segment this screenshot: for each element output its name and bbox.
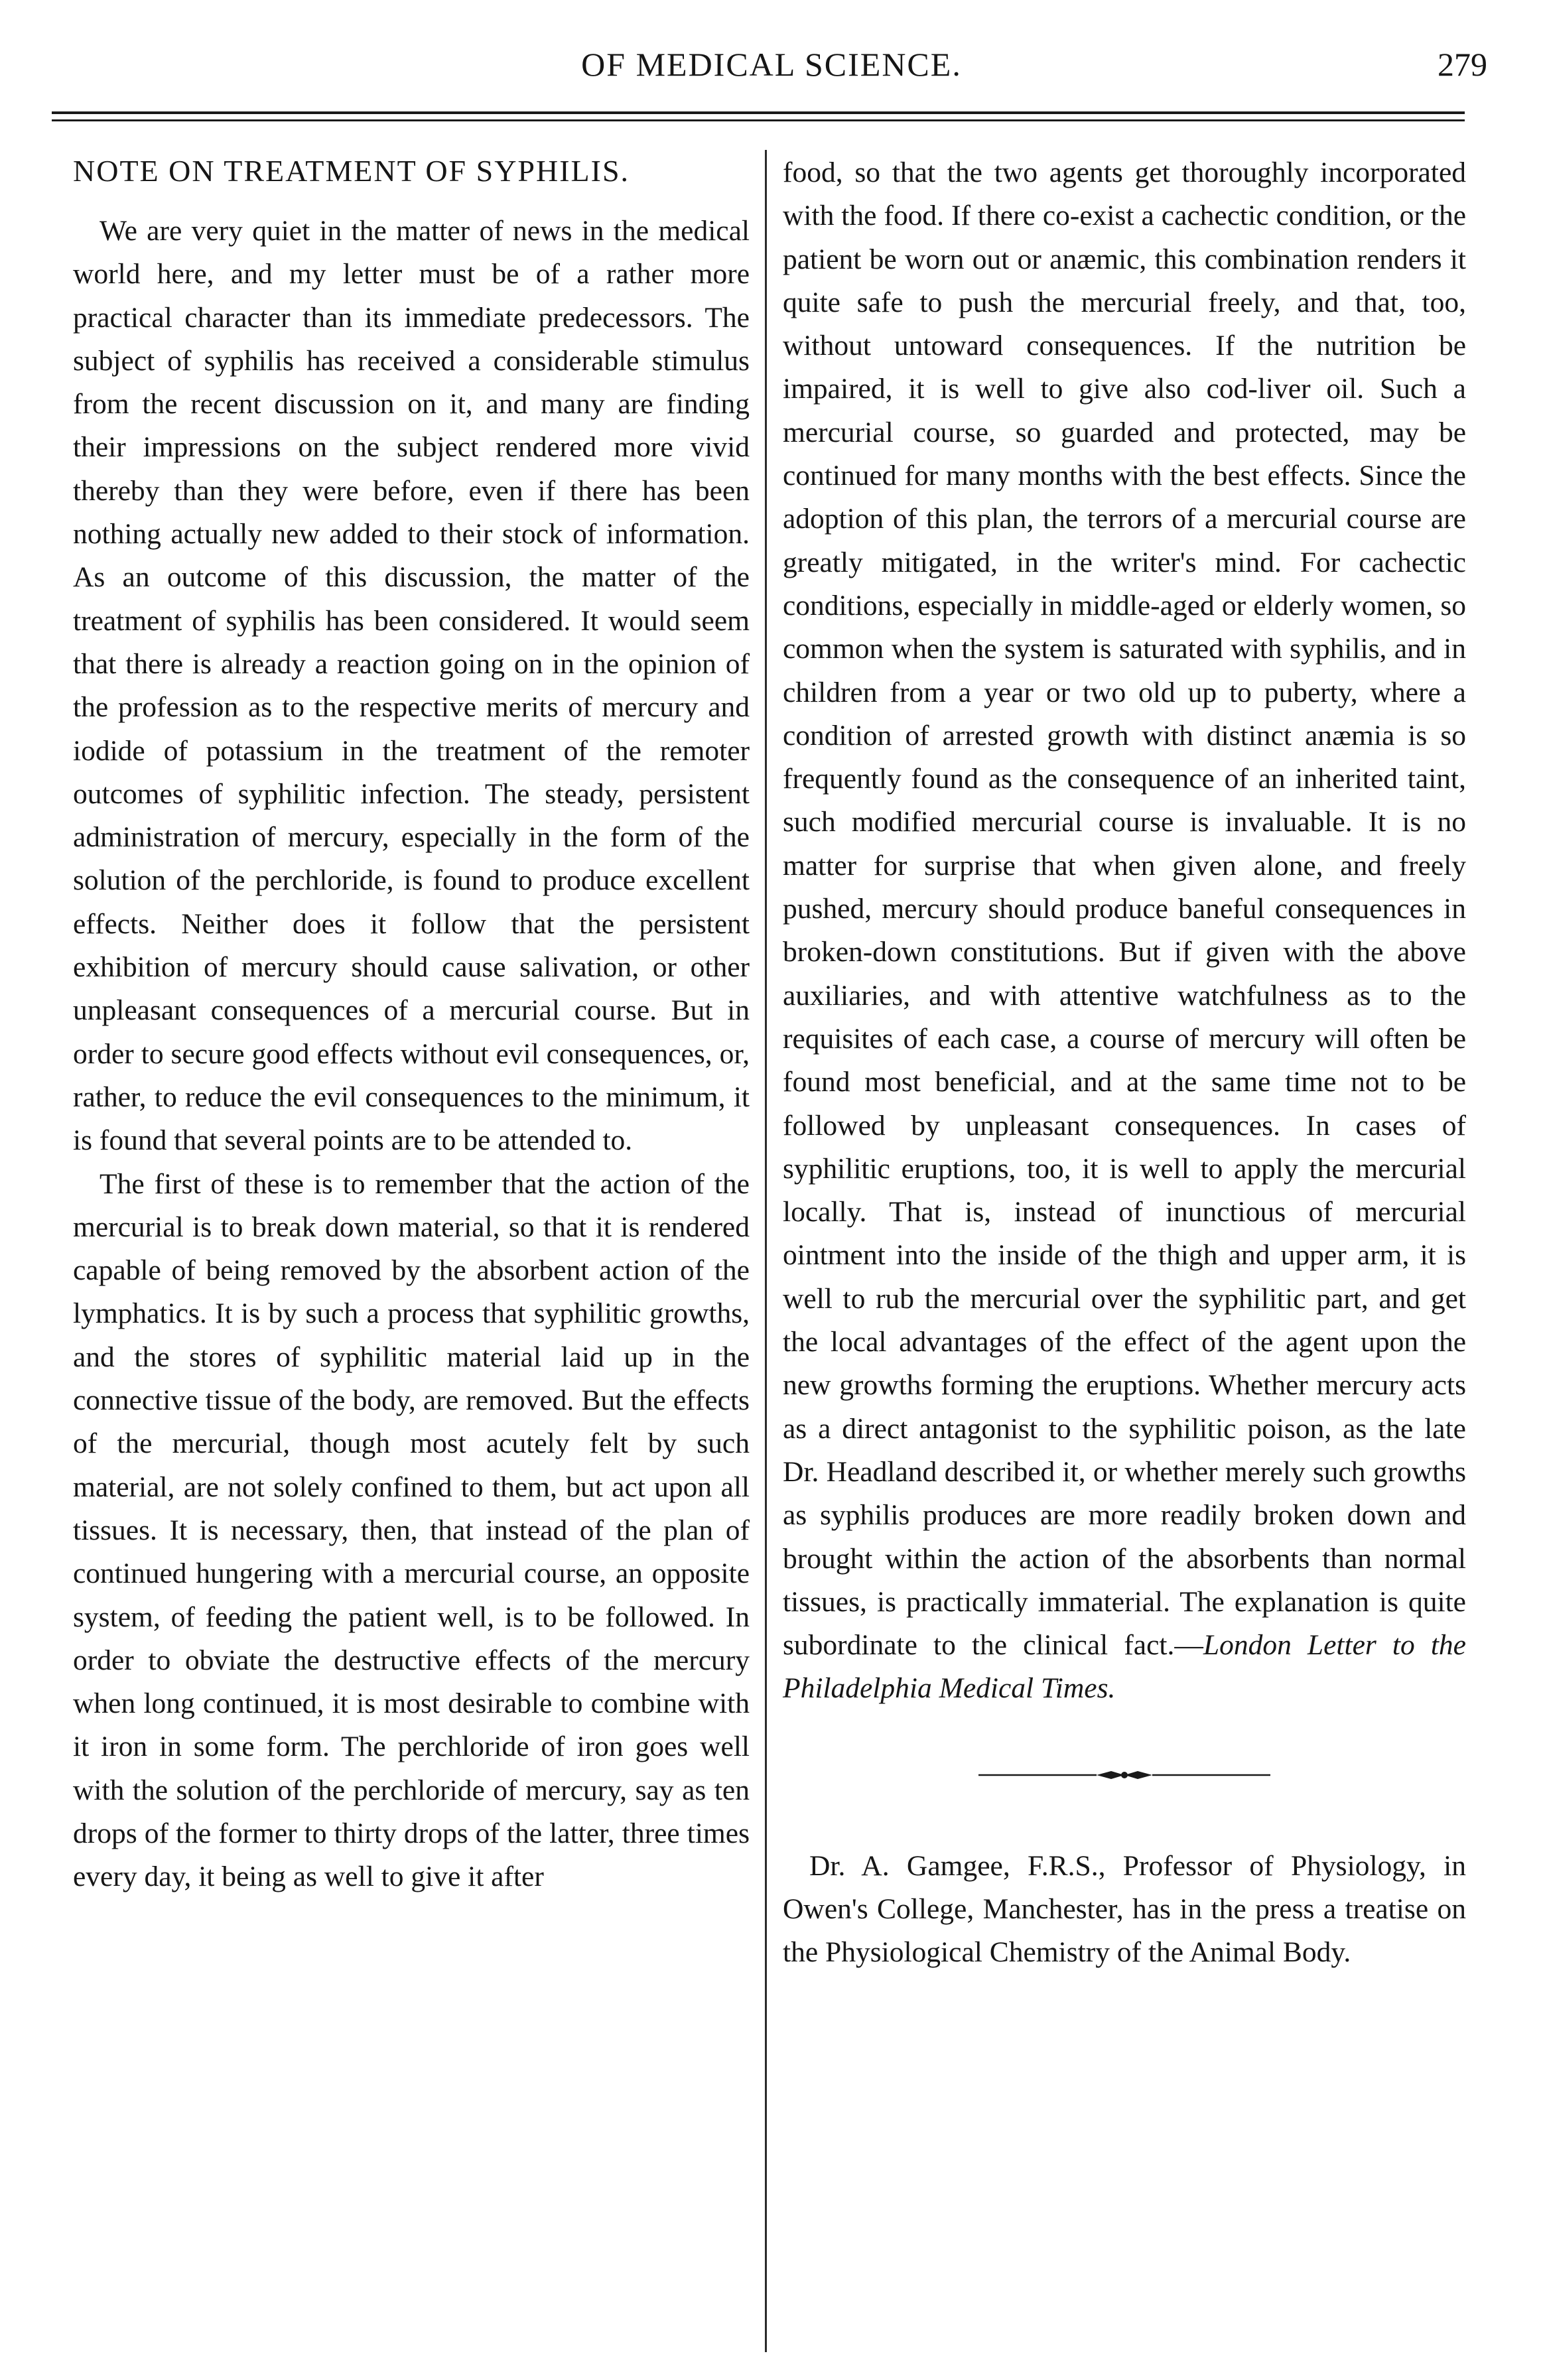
header-rule-thin [52,119,1465,121]
article-attribution: London Letter to the Philadelphia Medical Times. [783,1629,1466,1705]
page-number: 279 [1438,46,1487,83]
column-divider [765,150,767,2352]
article-paragraph-3 [783,151,1466,1711]
ornament-divider-icon [978,1765,1270,1785]
article-paragraph-2: The first of these is to remember that the action of the mercurial is to break down material, so that it is rendered capable of being removed by the absorbent action of the lymphatics. It is by such a process that syphilitic growths, and the stores of syphilitic material laid up in the connective tissue of the body, are removed. But the effects of the mercurial, though most acutely felt by such material, are not solely confined to them, but act upon all tissues. It is necessary, then, that instead of the plan of continued hungering with a mercurial course, an opposite system, of feeding the patient well, is to be followed. In order to obviate the destructive effects of the mercury when long continued, it is most desirable to combine with it iron in some form. The perchloride of iron goes well with the solution of the perchloride of mercury, say as ten drops of the former to thirty drops of the latter, three times every day, it being as well to give it after [73,1167,750,1893]
article-paragraph-3-text: food, so that the two agents get thoroughly incorporated with the food. If there co-exist a cachectic condition, or the patient be worn out or anæmic, this combination renders it quite safe to push the mercurial freely, and that, too, without untoward consequences. If the nutrition be impaired, it is well to give also cod-liver oil. Such a mercurial course, so guarded and protected, may be continued for many months with the best effects. Since the adoption of this plan, the terrors of a mercurial course are greatly mitigated, in the writer's mind. For cachectic conditions, especially in middle-aged or elderly women, so common when the system is saturated with syphilis, and in children from a year or two old up to puberty, where a condition of arrested growth with distinct anæmia is so frequently found as the consequence of an inherited taint, such modified mercurial course is invaluable. It is no matter for surprise that when given alone, and freely pushed, mercury should produce baneful consequences in broken-down constitutions. But if given with the above auxiliaries, and with attentive watchfulness as to the requisites of each case, a course of mercury will often be found most beneficial, and at the same time not to be followed by unpleasant consequences. In cases of syphilitic eruptions, too, it is well to apply the mercurial locally. That is, instead of inunctious of mercurial ointment into the inside of the thigh and upper arm, it is well to rub the mercurial over the syphilitic part, and get the local advantages of the effect of the agent upon the new growths forming the eruptions. Whether mercury acts as a direct antagonist to the syphilitic poison, as the late Dr. Headland described it, or whether merely such growths as syphilis produces are more readily broken down and brought within the action of the absorbents than normal tissues, is practically immaterial. The explanation is quite subordinate to the clinical fact.— [783,157,1466,1662]
right-column [783,151,1466,1975]
running-head [0,41,1543,88]
notice-paragraph: Dr. A. Gamgee, F.R.S., Professor of Physiology, in Owen's College, Manchester, has in the press a treatise on the Physiological Chemistry of the Animal Body. [783,1849,1466,1969]
article-paragraph-1: We are very quiet in the matter of news in the medical world here, and my letter must be of a rather more practical character than its immediate predecessors. The subject of syphilis has received a considerable stimulus from the recent discussion on it, and many are finding their impressions on the subject rendered more vivid thereby than they were before, even if there has been nothing actually new added to their stock of information. As an outcome of this discussion, the matter of the treatment of syphilis has been considered. It would seem that there is already a reaction going on in the opinion of the profession as to the respective merits of mercury and iodide of potassium in the treatment of the remoter outcomes of syphilitic infection. The steady, persistent administration of mercury, especially in the form of the solution of the perchloride, is found to produce excellent effects. Neither does it follow that the persistent exhibition of mercury should cause salivation, or other unpleasant consequences of a mercurial course. But in order to secure good effects without evil consequences, or, rather, to reduce the evil consequences to the minimum, it is found that several points are to be attended to. [73,215,750,1157]
running-title: OF MEDICAL SCIENCE. [581,46,962,83]
article-heading: NOTE ON TREATMENT OF SYPHILIS. [73,154,630,188]
left-column [73,151,750,1899]
header-rule-thick [52,111,1465,114]
